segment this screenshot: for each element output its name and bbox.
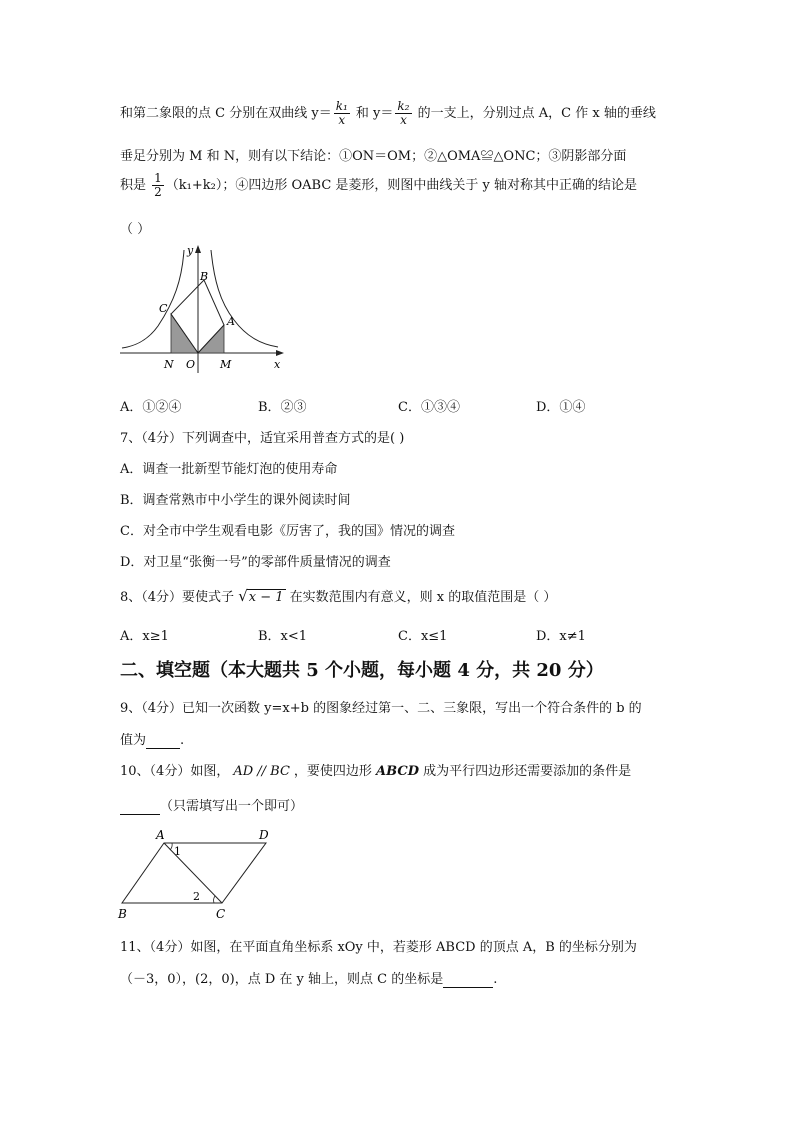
q10-parallelogram-figure xyxy=(116,826,276,922)
q9-line1: 9、（4分）已知一次函数 y=x+b 的图象经过第一、二、三象限，写出一个符合条件的 b 的 xyxy=(120,701,642,716)
label-angle-1: 1 xyxy=(174,845,181,858)
q10-answer-blank[interactable] xyxy=(120,799,160,815)
label-a: A xyxy=(156,828,165,842)
label-y: y xyxy=(187,244,194,257)
section-heading: 二、填空题（本大题共 5 个小题，每小题 4 分，共 20 分） xyxy=(120,660,604,681)
label-c: C xyxy=(159,302,168,315)
label-b: B xyxy=(118,907,127,921)
q10-line1: 10、（4分）如图， AD // BC ，要使四边形 ABCD 成为平行四边形还需要添加的条件是 xyxy=(120,764,632,779)
math-ad-parallel-bc: AD // BC xyxy=(233,764,290,779)
label-m: M xyxy=(220,358,232,371)
x-axis-arrow xyxy=(276,350,284,356)
q9-line2: 值为 . xyxy=(120,733,185,748)
q8-stem: 8、（4分）要使式子 √x − 1 在实数范围内有意义，则 x 的取值范围是（ ） xyxy=(120,587,557,605)
fraction-k2-over-x: $\frac{\text{k₂}}{x}$ xyxy=(397,99,410,127)
label-c: C xyxy=(216,907,226,921)
label-d: D xyxy=(259,828,269,842)
q8-option-a: A．x≥1 xyxy=(120,629,169,644)
q6-option-a: A．①②④ xyxy=(120,400,182,415)
q8-option-b: B．x<1 xyxy=(258,629,308,644)
q8-option-d: D．x≠1 xyxy=(536,629,586,644)
fraction-one-half: $\frac{1}{2}$ xyxy=(154,171,162,199)
label-a: A xyxy=(227,315,235,328)
q7-option-d: D．对卫星“张衡一号”的零部件质量情况的调查 xyxy=(120,555,391,570)
fraction-k1-over-x: $\frac{\text{k₁}}{x}$ xyxy=(335,99,348,127)
q6-line4: （ ） xyxy=(120,222,151,237)
q6-line2: 垂足分别为 M 和 N，则有以下结论：①ON＝OM；②△OMA≌△ONC；③阴影部分面 xyxy=(120,149,627,164)
q6-line1: 和第二象限的点 C 分别在双曲线 y＝ $\frac{\text{k₁}}{x}$ 和 y＝ $\frac{\text{k₂}}{x}$ 的一支上，分别过点 A，C 作 x 轴的垂线 xyxy=(120,99,656,127)
q11-line1: 11、（4分）如图，在平面直角坐标系 xOy 中，若菱形 ABCD 的顶点 A，B 的坐标分别为 xyxy=(120,940,637,955)
quad-abcd: ABCD xyxy=(376,764,419,779)
q6-hyperbola-figure xyxy=(118,240,290,375)
label-x: x xyxy=(274,358,281,371)
q6-option-b: B．②③ xyxy=(258,400,307,415)
label-n: N xyxy=(164,358,174,371)
q11-answer-blank[interactable] xyxy=(443,972,493,988)
q10-line2: （只需填写出一个即可） xyxy=(120,795,303,815)
q7-stem: 7、（4分）下列调查中，适宜采用普查方式的是( ) xyxy=(120,431,405,446)
q7-option-c: C．对全市中学生观看电影《厉害了，我的国》情况的调查 xyxy=(120,524,455,539)
q6-option-d: D．①④ xyxy=(536,400,586,415)
label-o: O xyxy=(186,358,196,371)
label-b: B xyxy=(200,270,209,283)
q6-option-c: C．①③④ xyxy=(398,400,460,415)
angle-2-arc xyxy=(214,896,215,903)
sqrt-sign: √ xyxy=(238,587,248,605)
q11-line2: （－3，0），(2，0)，点 D 在 y 轴上，则点 C 的坐标是 . xyxy=(120,972,498,987)
q7-option-b: B．调查常熟市中小学生的课外阅读时间 xyxy=(120,493,351,508)
sqrt-radicand: x − 1 xyxy=(248,590,284,605)
q7-option-a: A．调查一批新型节能灯泡的使用寿命 xyxy=(120,462,338,477)
q6-line3: 积是 $\frac{1}{2}$ （k₁+k₂）；④四边形 OABC 是菱形，则图中曲线关于 y 轴对称其中正确的结论是 xyxy=(120,171,638,199)
q9-answer-blank[interactable] xyxy=(146,733,180,749)
label-angle-2: 2 xyxy=(193,890,200,903)
q8-option-c: C．x≤1 xyxy=(398,629,448,644)
y-axis-arrow xyxy=(195,245,201,253)
